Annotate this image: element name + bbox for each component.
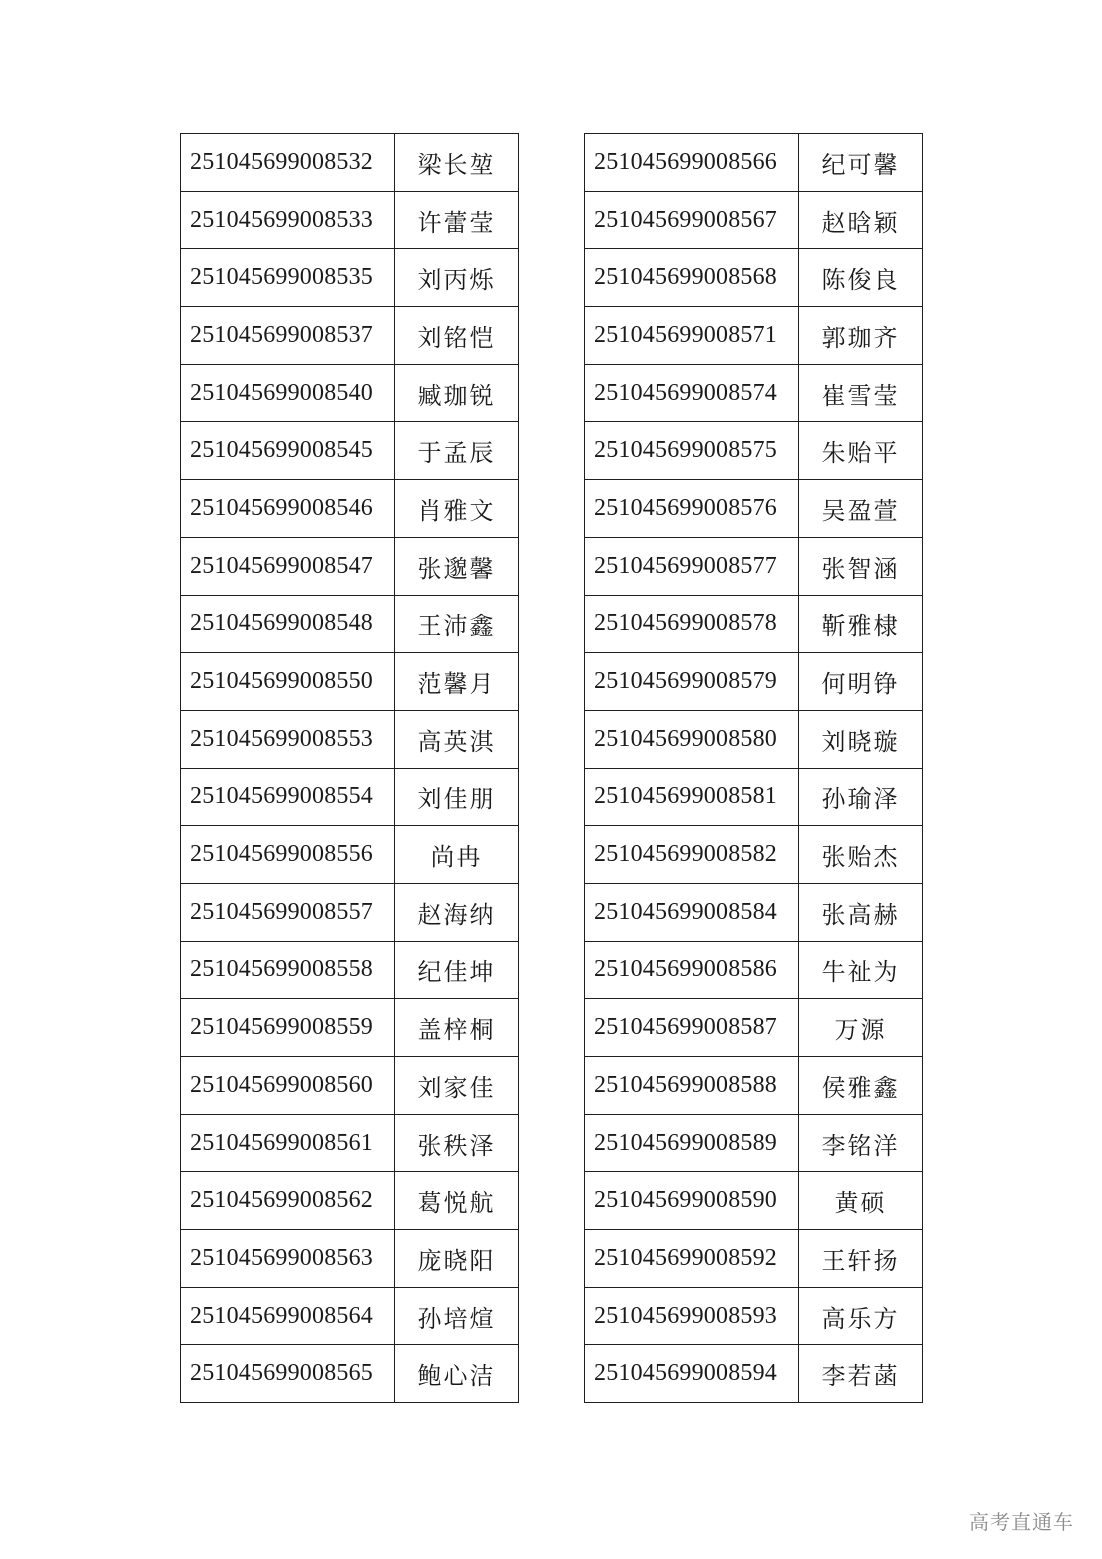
candidate-id-cell: 251045699008561 [181, 1114, 395, 1172]
table-row [181, 710, 519, 768]
table-row [181, 1114, 519, 1172]
roster-table-right [584, 133, 923, 1403]
table-row [181, 480, 519, 538]
table-row [585, 883, 923, 941]
candidate-name-cell: 许蕾莹 [395, 191, 519, 249]
candidate-id-cell: 251045699008571 [585, 307, 799, 365]
candidate-name-cell: 侯雅鑫 [799, 1057, 923, 1115]
table-row [181, 1172, 519, 1230]
candidate-name-cell: 刘丙烁 [395, 249, 519, 307]
candidate-name-cell: 朱贻平 [799, 422, 923, 480]
candidate-id-cell: 251045699008575 [585, 422, 799, 480]
candidate-id-cell: 251045699008568 [585, 249, 799, 307]
table-row [585, 999, 923, 1057]
table-row [585, 191, 923, 249]
candidate-id-cell: 251045699008537 [181, 307, 395, 365]
roster-table-right-body [585, 134, 923, 1403]
candidate-id-cell: 251045699008592 [585, 1230, 799, 1288]
table-row [181, 537, 519, 595]
candidate-id-cell: 251045699008590 [585, 1172, 799, 1230]
candidate-id-cell: 251045699008576 [585, 480, 799, 538]
candidate-name-cell: 万源 [799, 999, 923, 1057]
table-row [585, 768, 923, 826]
table-row [585, 1230, 923, 1288]
table-row [181, 1057, 519, 1115]
table-row [585, 653, 923, 711]
table-row [181, 883, 519, 941]
table-row [585, 1287, 923, 1345]
candidate-id-cell: 251045699008577 [585, 537, 799, 595]
candidate-name-cell: 郭珈齐 [799, 307, 923, 365]
table-row [181, 307, 519, 365]
candidate-name-cell: 张智涵 [799, 537, 923, 595]
table-row [585, 1114, 923, 1172]
candidate-id-cell: 251045699008587 [585, 999, 799, 1057]
candidate-name-cell: 尚冉 [395, 826, 519, 884]
candidate-name-cell: 陈俊良 [799, 249, 923, 307]
candidate-name-cell: 肖雅文 [395, 480, 519, 538]
table-row [181, 1230, 519, 1288]
table-row [585, 1057, 923, 1115]
candidate-id-cell: 251045699008574 [585, 364, 799, 422]
candidate-id-cell: 251045699008559 [181, 999, 395, 1057]
candidate-name-cell: 赵海纳 [395, 883, 519, 941]
candidate-name-cell: 张邈馨 [395, 537, 519, 595]
candidate-id-cell: 251045699008535 [181, 249, 395, 307]
candidate-name-cell: 何明铮 [799, 653, 923, 711]
candidate-id-cell: 251045699008545 [181, 422, 395, 480]
table-row [181, 941, 519, 999]
candidate-name-cell: 王轩扬 [799, 1230, 923, 1288]
candidate-id-cell: 251045699008540 [181, 364, 395, 422]
table-row [181, 134, 519, 192]
candidate-name-cell: 牛祉为 [799, 941, 923, 999]
candidate-id-cell: 251045699008554 [181, 768, 395, 826]
table-row [585, 307, 923, 365]
candidate-name-cell: 臧珈锐 [395, 364, 519, 422]
candidate-name-cell: 黄硕 [799, 1172, 923, 1230]
table-row [585, 710, 923, 768]
candidate-name-cell: 刘晓璇 [799, 710, 923, 768]
table-row [585, 941, 923, 999]
candidate-name-cell: 孙培煊 [395, 1287, 519, 1345]
candidate-name-cell: 刘佳朋 [395, 768, 519, 826]
table-row [585, 480, 923, 538]
candidate-id-cell: 251045699008582 [585, 826, 799, 884]
roster-table-left [180, 133, 519, 1403]
candidate-id-cell: 251045699008564 [181, 1287, 395, 1345]
candidate-name-cell: 纪佳坤 [395, 941, 519, 999]
roster-table-left-body [181, 134, 519, 1403]
candidate-id-cell: 251045699008579 [585, 653, 799, 711]
candidate-name-cell: 高英淇 [395, 710, 519, 768]
candidate-name-cell: 范馨月 [395, 653, 519, 711]
candidate-name-cell: 崔雪莹 [799, 364, 923, 422]
candidate-id-cell: 251045699008533 [181, 191, 395, 249]
table-row [585, 826, 923, 884]
table-row [181, 364, 519, 422]
candidate-name-cell: 李铭洋 [799, 1114, 923, 1172]
candidate-id-cell: 251045699008557 [181, 883, 395, 941]
candidate-id-cell: 251045699008548 [181, 595, 395, 653]
candidate-name-cell: 张高赫 [799, 883, 923, 941]
candidate-id-cell: 251045699008560 [181, 1057, 395, 1115]
table-row [181, 191, 519, 249]
candidate-name-cell: 刘铭恺 [395, 307, 519, 365]
table-row [585, 249, 923, 307]
candidate-name-cell: 靳雅棣 [799, 595, 923, 653]
candidate-id-cell: 251045699008584 [585, 883, 799, 941]
candidate-name-cell: 梁长堃 [395, 134, 519, 192]
candidate-name-cell: 于孟辰 [395, 422, 519, 480]
candidate-id-cell: 251045699008589 [585, 1114, 799, 1172]
candidate-id-cell: 251045699008593 [585, 1287, 799, 1345]
table-row [181, 249, 519, 307]
candidate-id-cell: 251045699008586 [585, 941, 799, 999]
candidate-id-cell: 251045699008567 [585, 191, 799, 249]
candidate-name-cell: 盖梓桐 [395, 999, 519, 1057]
table-row [181, 1287, 519, 1345]
candidate-name-cell: 刘家佳 [395, 1057, 519, 1115]
candidate-id-cell: 251045699008594 [585, 1345, 799, 1403]
table-row [585, 134, 923, 192]
candidate-name-cell: 庞晓阳 [395, 1230, 519, 1288]
table-row [585, 1172, 923, 1230]
table-row [181, 826, 519, 884]
candidate-name-cell: 李若菡 [799, 1345, 923, 1403]
candidate-name-cell: 张秩泽 [395, 1114, 519, 1172]
table-row [585, 595, 923, 653]
candidate-id-cell: 251045699008578 [585, 595, 799, 653]
candidate-id-cell: 251045699008547 [181, 537, 395, 595]
table-row [181, 768, 519, 826]
candidate-id-cell: 251045699008553 [181, 710, 395, 768]
table-row [585, 422, 923, 480]
candidate-id-cell: 251045699008581 [585, 768, 799, 826]
candidate-name-cell: 高乐方 [799, 1287, 923, 1345]
candidate-name-cell: 孙瑜泽 [799, 768, 923, 826]
candidate-name-cell: 纪可馨 [799, 134, 923, 192]
candidate-id-cell: 251045699008532 [181, 134, 395, 192]
candidate-name-cell: 鲍心洁 [395, 1345, 519, 1403]
table-row [585, 1345, 923, 1403]
table-row [181, 653, 519, 711]
watermark: 高考直通车 [969, 1510, 1074, 1534]
table-row [585, 364, 923, 422]
table-row [181, 1345, 519, 1403]
candidate-id-cell: 251045699008565 [181, 1345, 395, 1403]
table-row [181, 595, 519, 653]
candidate-id-cell: 251045699008546 [181, 480, 395, 538]
candidate-name-cell: 吴盈萱 [799, 480, 923, 538]
candidate-id-cell: 251045699008550 [181, 653, 395, 711]
candidate-id-cell: 251045699008558 [181, 941, 395, 999]
candidate-id-cell: 251045699008566 [585, 134, 799, 192]
candidate-id-cell: 251045699008563 [181, 1230, 395, 1288]
candidate-name-cell: 张贻杰 [799, 826, 923, 884]
candidate-id-cell: 251045699008556 [181, 826, 395, 884]
candidate-id-cell: 251045699008580 [585, 710, 799, 768]
candidate-name-cell: 赵晗颖 [799, 191, 923, 249]
table-row [181, 422, 519, 480]
candidate-id-cell: 251045699008562 [181, 1172, 395, 1230]
candidate-name-cell: 王沛鑫 [395, 595, 519, 653]
table-row [585, 537, 923, 595]
table-row [181, 999, 519, 1057]
candidate-name-cell: 葛悦航 [395, 1172, 519, 1230]
candidate-id-cell: 251045699008588 [585, 1057, 799, 1115]
